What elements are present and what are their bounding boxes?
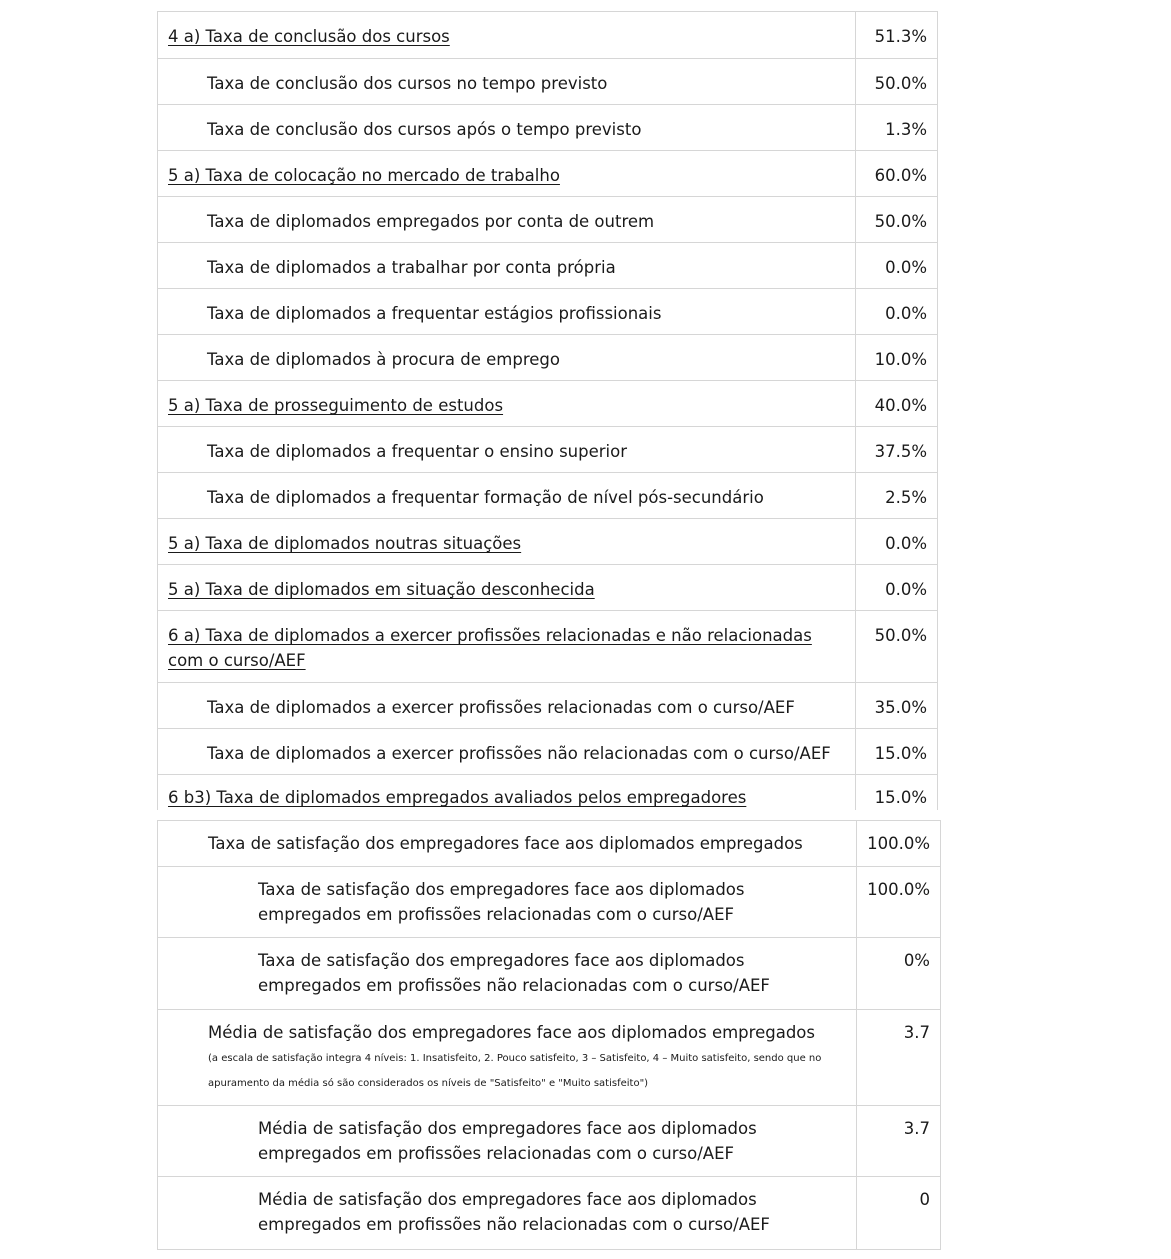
table-row xyxy=(158,938,941,1010)
row-value: 35.0% xyxy=(856,683,938,729)
table-row xyxy=(158,867,941,938)
row-value: 37.5% xyxy=(856,427,938,473)
table-row xyxy=(158,289,938,335)
row-label xyxy=(158,12,856,59)
table-row xyxy=(158,683,938,729)
table-row xyxy=(158,611,938,683)
row-value: 100.0% xyxy=(857,867,941,938)
row-value: 1.3% xyxy=(856,105,938,151)
row-value: 0.0% xyxy=(856,289,938,335)
scale-note: (a escala de satisfação integra 4 níveis: 1. Insatisfeito, 2. Pouco satisfeito, 3 – Satisfeito, 4 – Muito satisfeito, sendo que no apuramento da média só são considerados os níveis de "Satisfeito" e "Muito satisfeito") xyxy=(208,1053,822,1089)
row-value: 50.0% xyxy=(856,611,938,683)
row-label: Taxa de diplomados a exercer profissões não relacionadas com o curso/AEF xyxy=(158,729,856,775)
row-value: 3.7 xyxy=(857,1106,941,1177)
row-label: Taxa de diplomados a trabalhar por conta própria xyxy=(158,243,856,289)
table-row xyxy=(158,335,938,381)
section-heading: 6 b3) Taxa de diplomados empregados avaliados pelos empregadores xyxy=(168,788,747,807)
table-row xyxy=(158,59,938,105)
row-label: Taxa de diplomados a frequentar formação de nível pós-secundário xyxy=(158,473,856,519)
row-label xyxy=(158,565,856,611)
table-row xyxy=(158,1177,941,1250)
row-value: 0.0% xyxy=(856,243,938,289)
section-heading: 5 a) Taxa de diplomados em situação desconhecida xyxy=(168,580,595,599)
row-label: Taxa de satisfação dos empregadores face aos diplomados empregados xyxy=(158,821,857,867)
section-heading: 4 a) Taxa de conclusão dos cursos xyxy=(168,27,450,46)
row-label: Taxa de diplomados a frequentar estágios profissionais xyxy=(158,289,856,335)
row-value: 3.7 xyxy=(857,1010,941,1106)
table-row xyxy=(158,243,938,289)
row-label: Média de satisfação dos empregadores face aos diplomados empregados em profissões não relacionadas com o curso/AEF xyxy=(158,1177,857,1250)
table-row xyxy=(158,427,938,473)
row-label: Taxa de diplomados a frequentar o ensino superior xyxy=(158,427,856,473)
section-heading: 6 a) Taxa de diplomados a exercer profissões relacionadas e não relacionadas com o curso/AEF xyxy=(168,626,812,670)
indicators-table-top xyxy=(157,11,938,810)
table-row xyxy=(158,1010,941,1106)
table-row xyxy=(158,473,938,519)
row-value: 51.3% xyxy=(856,12,938,59)
row-label: Taxa de diplomados empregados por conta de outrem xyxy=(158,197,856,243)
row-label: Média de satisfação dos empregadores face aos diplomados empregados em profissões relacionadas com o curso/AEF xyxy=(158,1106,857,1177)
section-heading: 5 a) Taxa de colocação no mercado de trabalho xyxy=(168,166,560,185)
row-value: 50.0% xyxy=(856,197,938,243)
row-label: Taxa de satisfação dos empregadores face aos diplomados empregados em profissões relacionadas com o curso/AEF xyxy=(158,867,857,938)
row-label xyxy=(158,151,856,197)
row-value: 100.0% xyxy=(857,821,941,867)
row-label: Taxa de conclusão dos cursos no tempo previsto xyxy=(158,59,856,105)
row-value: 0% xyxy=(857,938,941,1010)
row-label xyxy=(158,611,856,683)
indicators-table-bottom xyxy=(157,820,941,1250)
row-label: Taxa de diplomados à procura de emprego xyxy=(158,335,856,381)
row-value: 0 xyxy=(857,1177,941,1250)
table-row xyxy=(158,12,938,59)
table-row xyxy=(158,565,938,611)
row-label xyxy=(158,519,856,565)
row-value: 15.0% xyxy=(856,729,938,775)
table-row xyxy=(158,775,938,811)
row-label-text: Média de satisfação dos empregadores face aos diplomados empregados xyxy=(208,1023,815,1042)
table-row xyxy=(158,151,938,197)
row-value: 0.0% xyxy=(856,565,938,611)
section-heading: 5 a) Taxa de prosseguimento de estudos xyxy=(168,396,504,415)
table-row xyxy=(158,519,938,565)
row-value: 40.0% xyxy=(856,381,938,427)
row-value: 0.0% xyxy=(856,519,938,565)
table-row xyxy=(158,729,938,775)
row-value: 2.5% xyxy=(856,473,938,519)
row-label xyxy=(158,775,856,811)
row-value: 15.0% xyxy=(856,775,938,811)
row-label xyxy=(158,381,856,427)
table-row xyxy=(158,821,941,867)
row-label xyxy=(158,1010,857,1106)
section-heading: 5 a) Taxa de diplomados noutras situações xyxy=(168,534,522,553)
table-row xyxy=(158,381,938,427)
row-label: Taxa de diplomados a exercer profissões relacionadas com o curso/AEF xyxy=(158,683,856,729)
row-value: 10.0% xyxy=(856,335,938,381)
row-label: Taxa de conclusão dos cursos após o tempo previsto xyxy=(158,105,856,151)
table-row xyxy=(158,1106,941,1177)
row-value: 60.0% xyxy=(856,151,938,197)
row-value: 50.0% xyxy=(856,59,938,105)
table-row xyxy=(158,105,938,151)
table-row xyxy=(158,197,938,243)
row-label: Taxa de satisfação dos empregadores face aos diplomados empregados em profissões não relacionadas com o curso/AEF xyxy=(158,938,857,1010)
